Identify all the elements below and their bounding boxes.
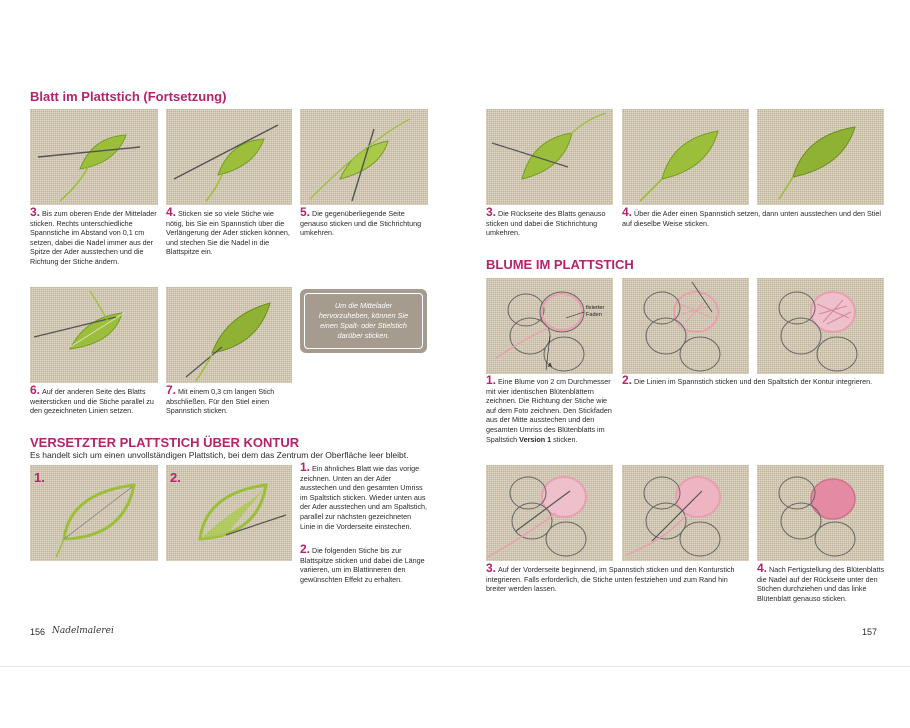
photo-leaf-right-step-4a: [622, 109, 749, 205]
photo-leaf-step-4: [166, 109, 292, 205]
caption-offset-step-2: 2. Die folgenden Stiche bis zur Blattspitze sticken und dabei die Länge variieren, um im Blattinneren den gewünschten Effekt zu erhalten.: [300, 542, 425, 584]
photo-step-label: 1.: [34, 470, 45, 485]
caption-offset-step-1: 1. Ein ähnliches Blatt wie das vorige zeichnen. Unten an der Ader ausstechen und den gesamten Umriss im Spaltstich sticken. Wieder unten aus der Ader ausstechen und am Spaltstich, parallel zur nächsten gezeichneten Linie in die Vorderseite einstechen.: [300, 460, 428, 531]
section-heading-leaf-continued: Blatt im Plattstich (Fortsetzung): [30, 89, 227, 104]
caption-right-step-4: 4. Über die Ader einen Spannstich setzen, dann unten ausstechen und den Stiel auf dieselbe Weise sticken.: [622, 205, 881, 228]
tip-text: Um die Mittelader hervorzuheben, können Sie einen Spalt- oder Stielstich darüber sticken.: [304, 293, 423, 349]
photo-leaf-right-step-4b: [757, 109, 884, 205]
photo-offset-step-1: [30, 465, 158, 561]
callout-a: A: [548, 363, 553, 369]
photo-flower-step-1: [486, 278, 613, 374]
section-heading-flower: BLUME IM PLATTSTICH: [486, 257, 634, 272]
caption-flower-step-1: 1. Eine Blume von 2 cm Durchmesser mit vier identischen Blütenblättern zeichnen. Die Richtung der Stiche wie auf dem Foto zeichnen. Den Stickfaden aus der Mitte ausstechen und den gesamten Umriss des Blütenblatts im Spaltstich Version 1 sticken.: [486, 373, 612, 444]
page-trim-line: [0, 666, 910, 667]
caption-step-4: 4. Sticken sie so viele Stiche wie nötig, bis Sie ein Spannstich über die Verlängerung der Ader sticken können, und stechen Sie die Nadel in die Blattspitze ein.: [166, 205, 290, 257]
photo-leaf-step-7: [166, 287, 292, 383]
photo-flower-step-3a: [486, 465, 613, 561]
caption-flower-step-3: 3. Auf der Vorderseite beginnend, im Spannstich sticken und den Konturstich integrieren. Falls erforderlich, die Stiche unten festziehen und zum Rand hin breiter werden lassen.: [486, 561, 735, 594]
caption-flower-step-2: 2. Die Linien im Spannstich sticken und den Spaltstich der Kontur integrieren.: [622, 373, 873, 387]
section-subtitle-offset-satin: Es handelt sich um einen unvollständigen Plattstich, bei dem das Zentrum der Oberfläche leer bleibt.: [30, 450, 409, 460]
page-number-right: 157: [862, 627, 878, 637]
running-title: Nadelmalerei: [52, 626, 114, 636]
caption-flower-step-4: 4. Nach Fertigstellung des Blütenblatts die Nadel auf der Rückseite unter den Stichen durchziehen und das linke Blütenblatt genauso sticken.: [757, 561, 885, 603]
caption-step-6: 6. Auf der anderen Seite des Blatts weitersticken und die Stiche parallel zu den gezeichneten Linien setzen.: [30, 383, 154, 416]
caption-step-3: 3. Bis zum oberen Ende der Mittelader sticken. Rechts unterschiedliche Spannstiche im Abstand von 0,1 cm setzen, dabei die Nadel immer aus der Spitze der Ader ausstechen und die Richtung der Stiche ändern.: [30, 205, 157, 266]
caption-right-step-3: 3. Die Rückseite des Blatts genauso sticken und dabei die Stichrichtung umkehren.: [486, 205, 606, 238]
photo-leaf-step-3: [30, 109, 158, 205]
photo-flower-step-4: [757, 465, 884, 561]
caption-step-7: 7. Mit einem 0,3 cm langen Stich abschließen. Für den Stiel einen Spannstich sticken.: [166, 383, 275, 416]
page-number-left: 156: [30, 627, 46, 637]
section-heading-offset-satin: VERSETZTER PLATTSTICH ÜBER KONTUR: [30, 435, 300, 450]
photo-leaf-step-6: [30, 287, 158, 383]
photo-leaf-right-step-3: [486, 109, 613, 205]
photo-flower-step-2b: [757, 278, 884, 374]
photo-flower-step-3b: [622, 465, 749, 561]
callout-fixed-thread: fixierter Faden: [586, 305, 605, 318]
caption-step-5: 5. Die gegenüberliegende Seite genauso sticken und die Stichrichtung umkehren.: [300, 205, 422, 238]
tip-box: [300, 289, 427, 353]
photo-offset-step-2: [166, 465, 292, 561]
photo-flower-step-2: [622, 278, 749, 374]
photo-leaf-step-5: [300, 109, 428, 205]
photo-step-label: 2.: [170, 470, 181, 485]
